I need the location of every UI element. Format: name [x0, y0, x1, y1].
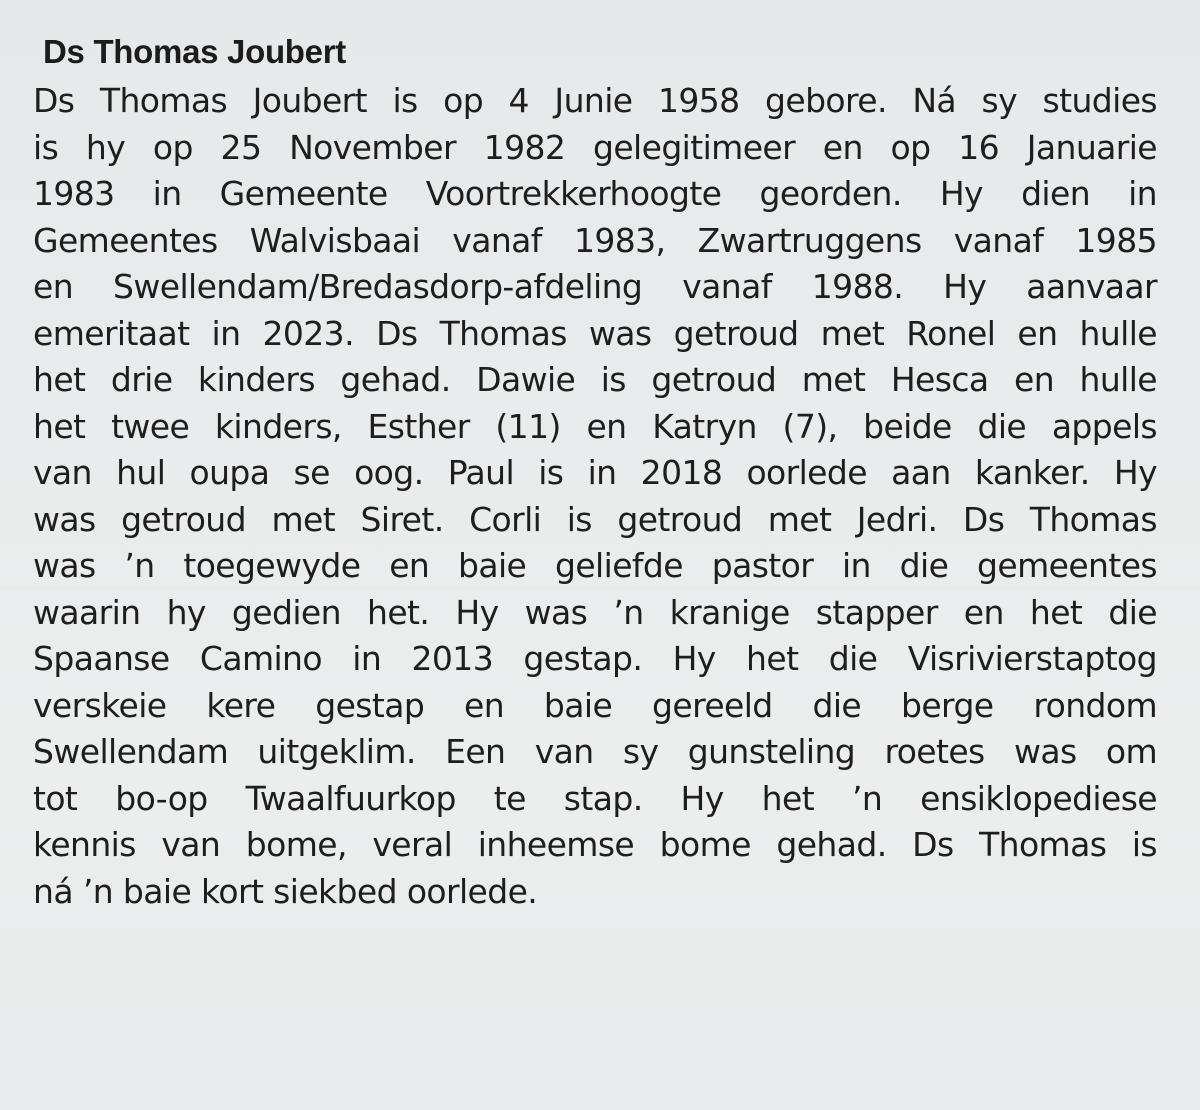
body-line-last: ná ’n baie kort siekbed oorlede.: [33, 871, 538, 911]
body-line: waarin hy gedien het. Hy was ’n kranige stapper en het die: [33, 592, 1157, 632]
article-title: Ds Thomas Joubert: [43, 33, 346, 70]
body-line: 1983 in Gemeente Voortrekkerhoogte georden. Hy dien in: [33, 174, 1157, 213]
body-line: het twee kinders, Esther (11) en Katryn (7), beide die appels: [33, 406, 1157, 446]
body-line: verskeie kere gestap en baie gereeld die berge rondom: [33, 685, 1157, 725]
body-line: Gemeentes Walvisbaai vanaf 1983, Zwartruggens vanaf 1985: [33, 220, 1157, 260]
body-line: kennis van bome, veral inheemse bome gehad. Ds Thomas is: [33, 825, 1157, 864]
body-line: het drie kinders gehad. Dawie is getroud met Hesca en hulle: [33, 360, 1157, 399]
body-line: tot bo-op Twaalfuurkop te stap. Hy het ’n ensiklopediese: [33, 778, 1157, 818]
body-line: en Swellendam/Bredasdorp-afdeling vanaf 1988. Hy aanvaar: [33, 267, 1157, 306]
article-body: [33, 78, 1157, 915]
body-line: van hul oupa se oog. Paul is in 2018 oorlede aan kanker. Hy: [33, 453, 1157, 492]
body-line: Swellendam uitgeklim. Een van sy gunsteling roetes was om: [33, 732, 1157, 771]
paper-fold-shadow: [0, 585, 1200, 591]
body-line: Spaanse Camino in 2013 gestap. Hy het die Visrivierstaptog: [33, 639, 1157, 678]
body-line: was getroud met Siret. Corli is getroud met Jedri. Ds Thomas: [33, 499, 1157, 539]
body-line: Ds Thomas Joubert is op 4 Junie 1958 gebore. Ná sy studies: [33, 81, 1157, 120]
body-line: was ’n toegewyde en baie geliefde pastor in die gemeentes: [33, 546, 1157, 585]
body-line: is hy op 25 November 1982 gelegitimeer en op 16 Januarie: [33, 127, 1157, 167]
body-line: emeritaat in 2023. Ds Thomas was getroud met Ronel en hulle: [33, 313, 1157, 353]
